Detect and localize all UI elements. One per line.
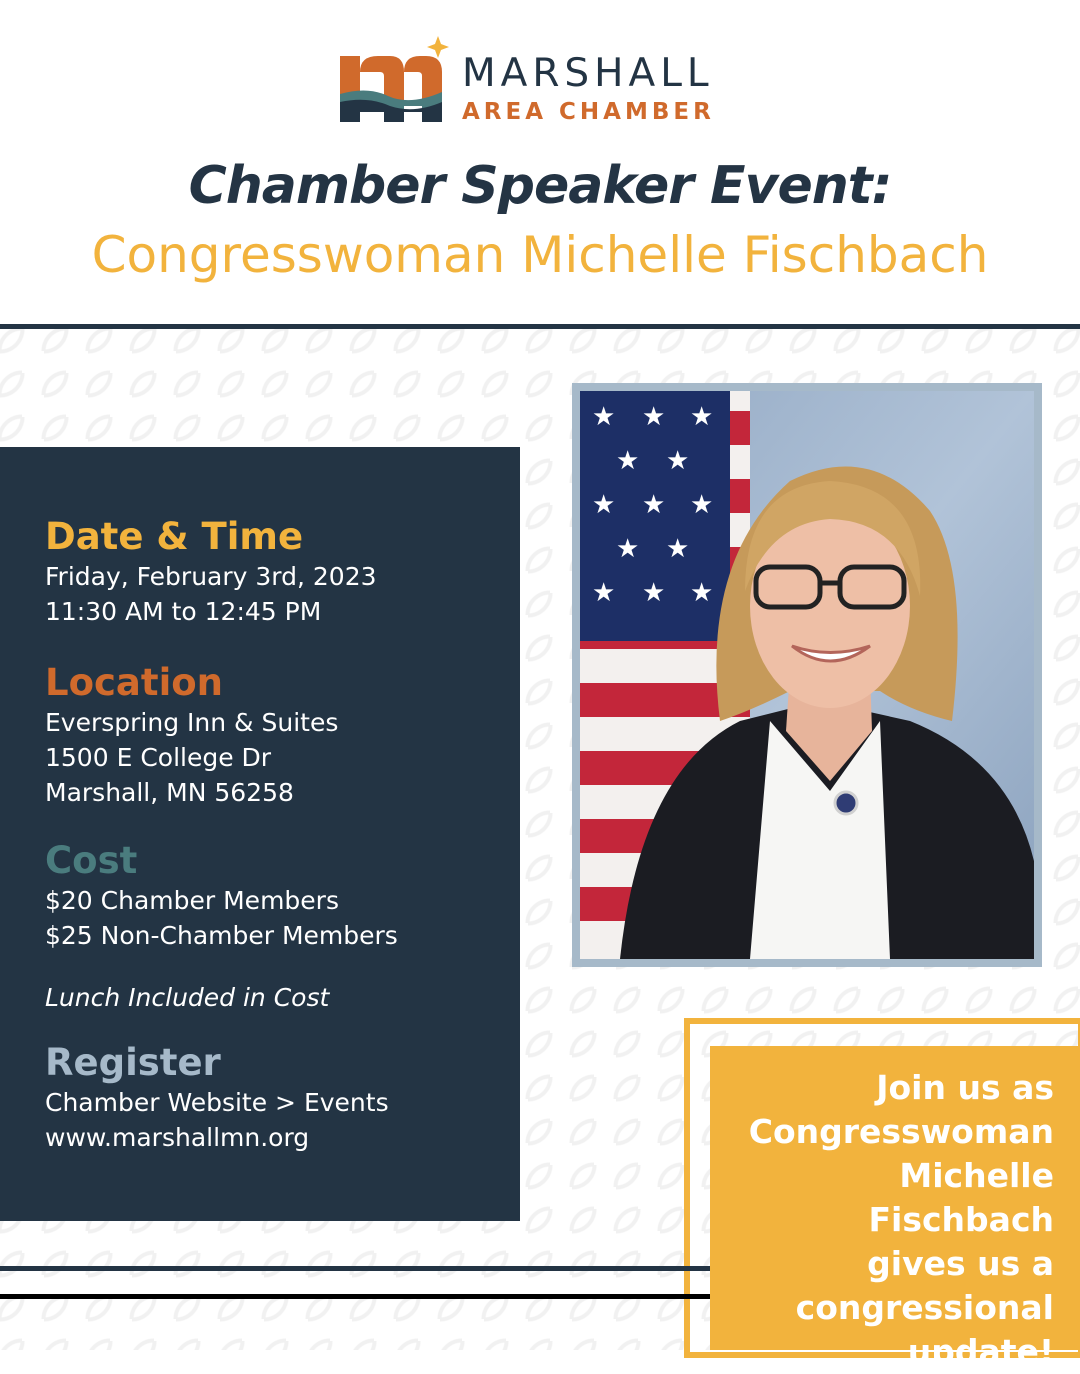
event-info-panel <box>0 447 520 1221</box>
lunch-included-text: Lunch Included in Cost <box>45 983 330 1012</box>
svg-text:★: ★ <box>690 578 714 608</box>
svg-text:★: ★ <box>592 578 616 608</box>
venue-name: Everspring Inn & Suites <box>45 708 339 737</box>
register-section <box>45 1041 389 1155</box>
location-heading: Location <box>45 661 224 704</box>
svg-text:★: ★ <box>616 534 640 564</box>
svg-text:★: ★ <box>592 490 616 520</box>
cost-non-members: $25 Non-Chamber Members <box>45 921 398 950</box>
speaker-name: Congresswoman Michelle Fischbach <box>91 226 989 284</box>
header <box>0 0 1080 326</box>
marshall-logo-mark <box>338 36 458 128</box>
svg-text:★: ★ <box>642 578 666 608</box>
callout-line: Join us as <box>876 1068 1054 1107</box>
venue-city: Marshall, MN 56258 <box>45 778 294 807</box>
date-time-section <box>45 515 377 629</box>
callout-line: Michelle Fischbach <box>868 1156 1054 1239</box>
callout-line: Congresswoman <box>748 1112 1054 1151</box>
svg-text:★: ★ <box>592 402 616 432</box>
venue-street: 1500 E College Dr <box>45 743 272 772</box>
svg-text:★: ★ <box>666 446 690 476</box>
register-heading: Register <box>45 1041 221 1084</box>
svg-text:★: ★ <box>642 490 666 520</box>
callout-line: gives us a <box>867 1244 1054 1283</box>
bottom-divider-black <box>0 1294 710 1299</box>
location-section <box>45 661 338 810</box>
svg-text:★: ★ <box>666 534 690 564</box>
speaker-portrait <box>580 391 1034 959</box>
svg-text:★: ★ <box>690 490 714 520</box>
cost-section <box>45 839 398 953</box>
svg-text:★: ★ <box>642 402 666 432</box>
lunch-note <box>45 983 329 1012</box>
callout-line: update! <box>907 1332 1054 1371</box>
event-title: Chamber Speaker Event: <box>188 156 892 216</box>
event-date: Friday, February 3rd, 2023 <box>45 562 377 591</box>
event-time: 11:30 AM to 12:45 PM <box>45 597 322 626</box>
logo-name: MARSHALL <box>462 51 714 96</box>
date-time-heading: Date & Time <box>45 515 304 558</box>
cost-members: $20 Chamber Members <box>45 886 339 915</box>
logo-subtitle: AREA CHAMBER <box>462 99 715 125</box>
register-path: Chamber Website > Events <box>45 1088 389 1117</box>
svg-text:★: ★ <box>616 446 640 476</box>
bottom-divider-navy <box>0 1266 710 1271</box>
register-url[interactable]: www.marshallmn.org <box>45 1123 310 1152</box>
svg-text:★: ★ <box>690 402 714 432</box>
cost-heading: Cost <box>45 839 138 882</box>
logo-wordmark <box>462 52 715 126</box>
callout-text <box>714 1066 1054 1374</box>
callout-line: congressional <box>795 1288 1054 1327</box>
callout-box <box>710 1046 1080 1371</box>
